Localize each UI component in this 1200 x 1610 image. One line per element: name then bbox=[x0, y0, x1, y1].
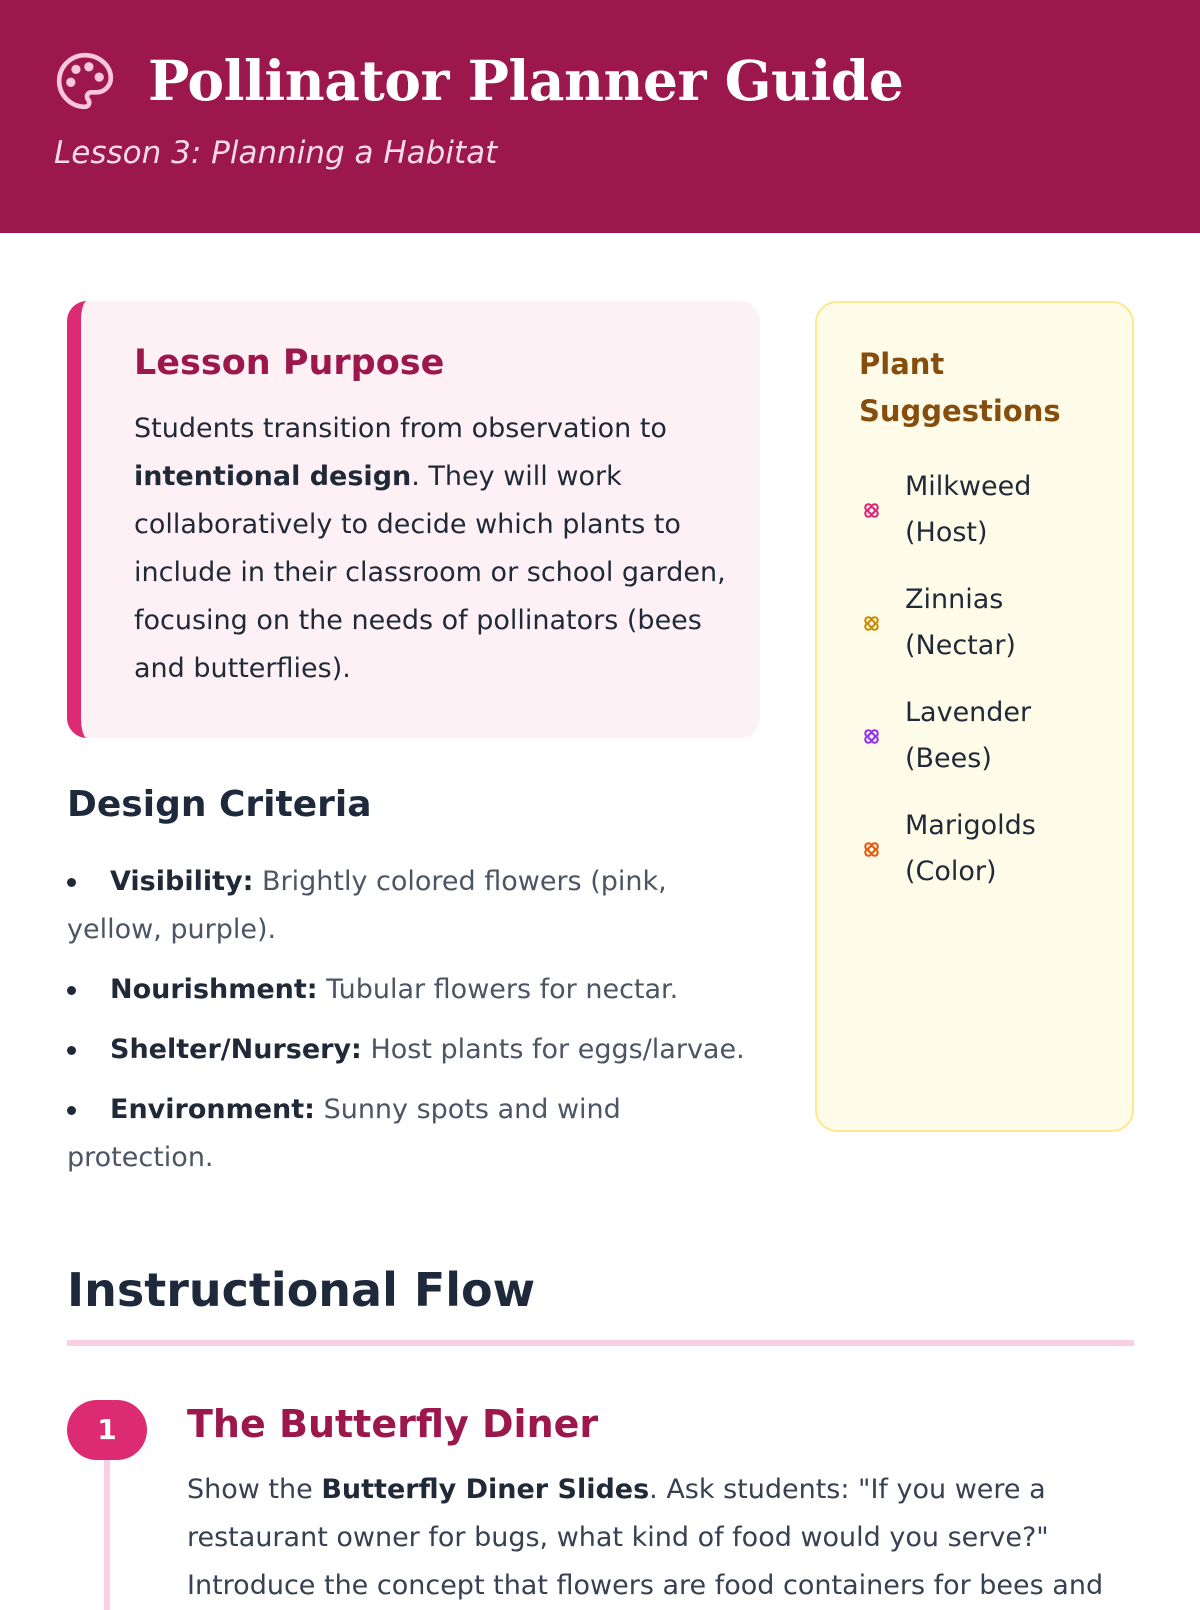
plant-item-marigolds bbox=[859, 803, 1109, 903]
step-timeline-line bbox=[104, 1450, 110, 1610]
instructional-flow-title: Instructional Flow bbox=[67, 1263, 536, 1317]
step-number-badge: 1 bbox=[67, 1400, 147, 1460]
criteria-label: Shelter/Nursery: bbox=[110, 1034, 362, 1065]
plant-note: (Nectar) bbox=[905, 630, 1016, 661]
plant-note: (Bees) bbox=[905, 743, 992, 774]
flower-icon bbox=[859, 724, 884, 749]
criteria-text: Host plants for eggs/larvae. bbox=[361, 1034, 745, 1065]
flower-icon bbox=[859, 498, 884, 523]
lesson-purpose-text bbox=[134, 405, 734, 693]
plant-name: Lavender bbox=[905, 697, 1032, 728]
purpose-text-emphasis: intentional design bbox=[134, 461, 412, 492]
bullet-icon bbox=[67, 878, 76, 887]
plant-suggestions-title: Plant Suggestions bbox=[859, 347, 1061, 428]
bullet-icon bbox=[67, 1046, 76, 1055]
plant-note: (Host) bbox=[905, 517, 988, 548]
section-divider bbox=[67, 1340, 1134, 1346]
criteria-label: Environment: bbox=[110, 1094, 315, 1125]
criteria-item bbox=[67, 1026, 767, 1074]
criteria-text: Brightly colored flowers (pink, yellow, purple). bbox=[67, 866, 667, 945]
bullet-icon bbox=[67, 1106, 76, 1115]
plant-name: Marigolds bbox=[905, 810, 1036, 841]
flower-icon bbox=[859, 611, 884, 636]
plant-item-zinnias bbox=[859, 577, 1109, 677]
plant-label bbox=[905, 690, 1105, 782]
step-text-emphasis: Butterfly Diner Slides bbox=[321, 1474, 650, 1505]
bullet-icon bbox=[67, 986, 76, 995]
plant-label bbox=[905, 577, 1105, 669]
page-title: Pollinator Planner Guide bbox=[148, 48, 904, 113]
criteria-item bbox=[67, 1086, 767, 1182]
purpose-text-part: Students transition from observation to bbox=[134, 413, 667, 444]
criteria-label: Nourishment: bbox=[110, 974, 318, 1005]
flower-icon bbox=[859, 837, 884, 862]
step-title: The Butterfly Diner bbox=[187, 1402, 599, 1446]
criteria-label: Visibility: bbox=[110, 866, 254, 897]
plant-name: Zinnias bbox=[905, 584, 1004, 615]
plant-label bbox=[905, 464, 1105, 556]
plant-item-milkweed bbox=[859, 464, 1109, 564]
plant-item-lavender bbox=[859, 690, 1109, 790]
purpose-text-part: . They will work collaboratively to decide which plants to include in their classroom or school garden, focusing on the needs of pollinators (bees and butterflies). bbox=[134, 461, 726, 684]
lesson-purpose-title: Lesson Purpose bbox=[134, 343, 445, 383]
lesson-subtitle: Lesson 3: Planning a Habitat bbox=[54, 135, 498, 171]
lesson-purpose-card bbox=[67, 301, 760, 738]
plant-suggestions-card bbox=[815, 301, 1134, 1132]
plant-name: Milkweed bbox=[905, 471, 1032, 502]
page-header bbox=[0, 0, 1200, 233]
plant-label bbox=[905, 803, 1105, 895]
criteria-item bbox=[67, 966, 767, 1014]
criteria-text: Sunny spots and wind protection. bbox=[67, 1094, 621, 1173]
plant-note: (Color) bbox=[905, 856, 997, 887]
design-criteria-title: Design Criteria bbox=[67, 784, 372, 825]
step-text-part: . Ask students: "If you were a restaurant owner for bugs, what kind of food would you serve?" Introduce the concept that flowers are food containers for bees and bbox=[187, 1474, 1104, 1601]
criteria-text: Tubular flowers for nectar. bbox=[317, 974, 679, 1005]
palette-icon bbox=[54, 50, 116, 112]
step-text-part: Show the bbox=[187, 1474, 322, 1505]
header-title-row bbox=[54, 48, 903, 113]
step-description bbox=[187, 1466, 1137, 1610]
criteria-item bbox=[67, 858, 767, 954]
design-criteria-list bbox=[67, 858, 767, 1194]
